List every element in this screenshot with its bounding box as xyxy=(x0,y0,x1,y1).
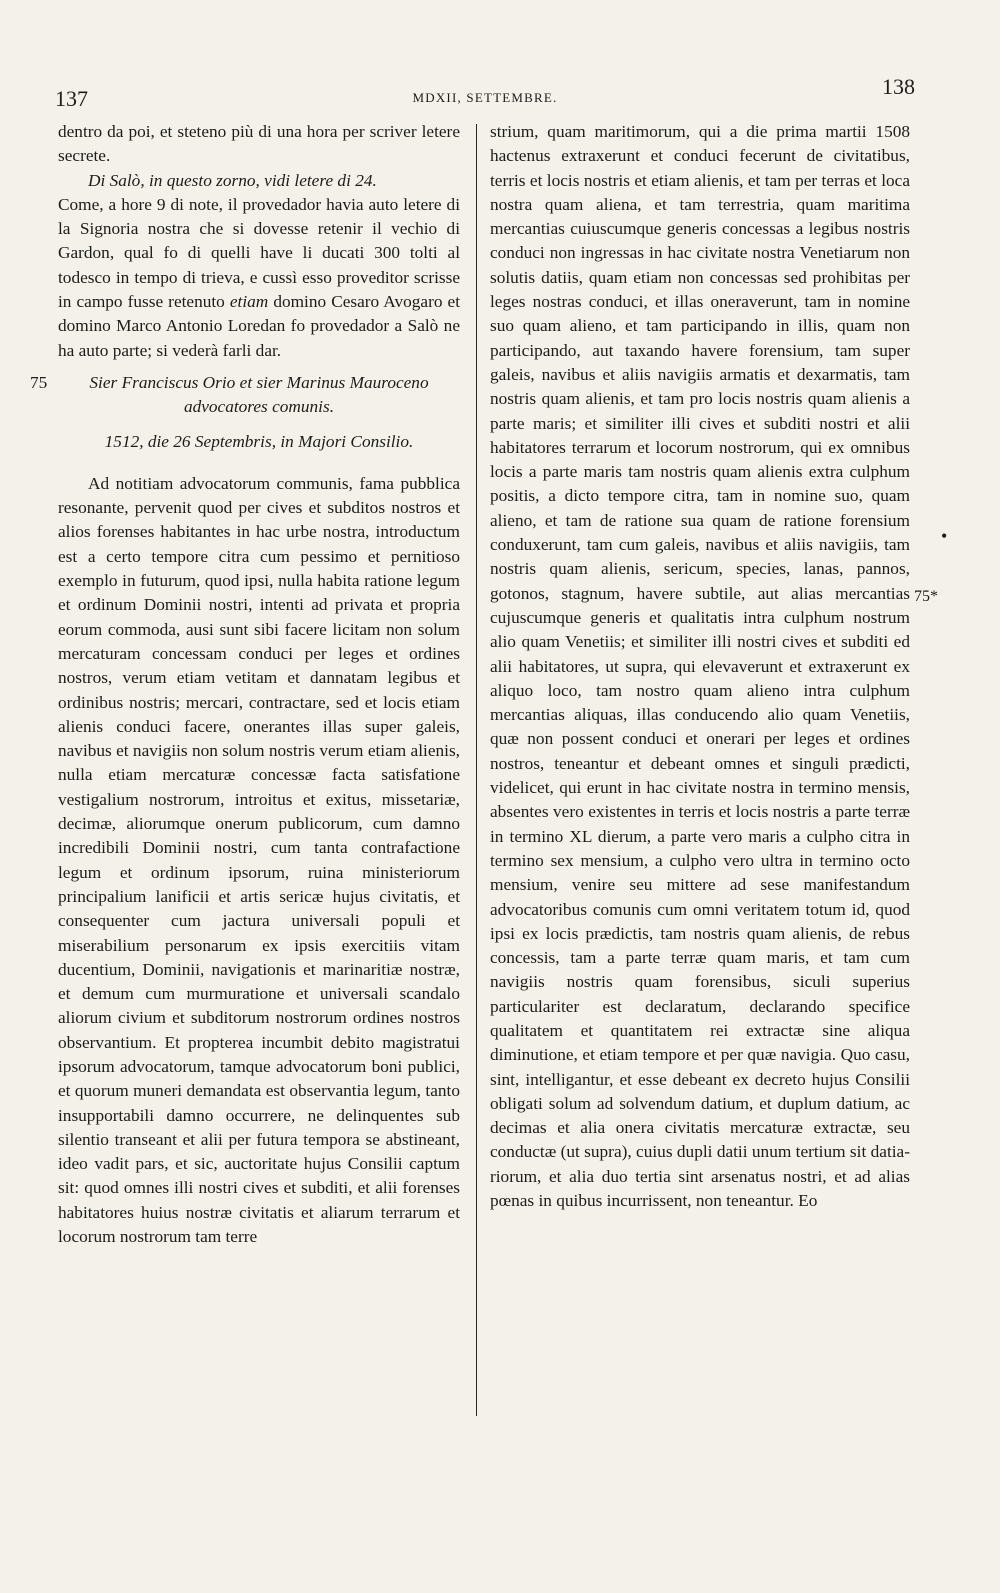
letter-text-b: domino Cesaro Avogaro et domino Marco Antonio Loredan fo provedador a Salò ne ha auto parte; si vederà farli dar. xyxy=(58,292,460,360)
letter-text-em: etiam xyxy=(229,292,269,312)
right-column xyxy=(490,120,910,1213)
paragraph-salo: Di Salò, in questo zorno, vidi letere di 24. xyxy=(88,170,377,190)
right-page-number: 138 xyxy=(882,74,915,99)
paragraph-intro: dentro da poi, et steteno più di una hora per scriver letere secrete. xyxy=(58,122,460,166)
paragraph-continuation: strium, quam maritimorum, qui a die prima martii 1508 hactenus extraxerunt et conduci fecerunt de civitatibus, terris et locis nostris et etiam alienis, et tam per terras et loca nostra quam aliena, et tam terrestria, quam maritima mercantias cuiuscumque generis concessas a legibus nostris conduci non ingressas in hac civitate nostra Venetiarum non solutis datiis, quam etiam non concessas sed prohibitas per leges nostras conduci, et illas oneraverunt, tam in nomine suo quam alieno, et tam participando in illis, quam non participando, aut taxando havere forensium, tam super galeis, navibus et aliis navigiis armatis et dexarmatis, tam nostris quam alienis, et tam pro locis nostris quam alienis a parte maris; et similiter illi cives et subditi nostri et alii habitatores terrarum et locorum nostrorum, qui ex omnibus locis a parte maris tam nostris quam alienis extra culphum positis, a dicto tempore citra, tam in nomine suo, quam alieno, et tam de ratione sua quam de ratione forensium conduxerunt, tam cum galeis, navibus et aliis navigiis, tam nostris quam alienis, sericum, species, lanas, pannos, gotonos, stagnum, havere subtile, aut alias mercantias cujuscumque generis et qualitatis intra culphum nostrum alio quam Venetiis; et similiter illi nostri cives et subditi ed alii habitatores, ut supra, qui elevaverunt et extraxerunt ex aliquo loco, tam nostro quam alieno intra culphum mercantias aliquas, illas conducendo alio quam Venetiis, quæ non possent conduci et onerari per leges et ordines nostros, teneantur et debeant omnes et singuli prædicti, videlicet, qui erunt in hac civitate nostra in termino mensis, absentes vero existentes in terris et locis nostris a parte terræ in termino XL dierum, a parte vero maris a culpho citra in termino sex mensium, a culpho vero ultra in termino octo mensium, venire seu mittere ad sese manifestandum advocatoribus comunis cum omni veritatem totum id, quod ipsi ex locis prædictis, tam nostris quam alienis, de rebus concessis, tam a parte terræ quam maris, et tam cum navigiis nostris quam forensibus, siculi superius particulariter est declaratum, declarando specifice qualitatem et quantitatem rei extractæ sine aliqua diminutione, et etiam tempore et per quæ navigia. Quo casu, sint, intelligantur, et esse debeant ex decreto hujus Consilii obligati solum ad solvendum datium, et duplum datium, ac decimas et alia onera civitatis mercaturæ extractæ, seu conductæ (ut supra), cuius dupli datii unum tertium sit datiariorum, et alia duo tertia sint arsenatus nostri, et ad alias pœnas in quibus incurrissent, non teneantur. Eo xyxy=(490,122,910,1211)
paragraph-letter xyxy=(58,193,460,363)
column-divider xyxy=(476,124,477,1416)
right-margin-number: 75* xyxy=(914,588,938,605)
running-title: MDXII, SETTEMBRE. xyxy=(412,90,558,105)
left-column xyxy=(30,120,460,1249)
paragraph-decree: Ad notitiam advocatorum communis, fama pubblica resonante, pervenit quod per cives et subditos nostros et alios forenses habitantes in hac urbe nostra, introductum est a certo tempore citra cum pessimo et pernitioso exemplo in futurum, quod ipsi, nulla habita ratione legum et ordinum Dominii nostri, intenti ad privata et propria eorum commoda, ausi sunt sibi facere licitam non solum mercaturam concessam conduci per leges et ordines nostros, verum etiam vetitam et dannatam legibus et ordinibus nostris; mercari, contractare, sed et locis etiam alienis conduci facere, onerantes illas super galeis, navibus et navigiis non solum nostris verum etiam alienis, nulla etiam mercaturæ concessæ facta satisfatione vestigalium nostrorum, introitus et exitus, missetariæ, decimæ, aliorumque onerum publicorum, cum damno incredibili Dominii nostri, cum tanta contrafactione legum et ordinum ipsorum, ruina ministeriorum principalium lanificii et artis sericæ hujus civitatis, et consequenter cum jactura universali populi et miserabilium personarum ex ipsis exercitiis vitam ducentium, Dominii, navigationis et marinaritiæ nostræ, et demum cum murmuratione et universali scandalo aliorum civium et subditorum nostrorum ordines nostros observantium. Et propterea incumbit debito magistratui ipsorum advocatorum, tamque advocatorum boni publici, et quorum muneri demandata est observantia legum, tanto insupportabili damno occurrere, ne delinquentes sub silentio transeant et alii per futura tempora se abstineant, ideo vadit pars, et sic, auctoritate hujus Consilii captum sit: quod omnes illi nostri cives et subditi, et alii forenses habitatores huius nostræ civitatis et aliarum terrarum et locorum nostrorum tam terre xyxy=(58,473,460,1247)
dateline: 1512, die 26 Septembris, in Majori Consilio. xyxy=(104,431,414,451)
heading-text: Sier Franciscus Orio et sier Marinus Mauroceno advocatores comunis. xyxy=(89,372,429,417)
heading-margin-number: 75 xyxy=(30,372,48,392)
margin-dot: • xyxy=(941,526,948,546)
page-header xyxy=(55,74,915,116)
section-heading xyxy=(30,371,460,420)
left-page-number: 137 xyxy=(55,86,88,111)
letter-text-a: Come, a hore 9 di note, il provedador havia auto letere di la Signoria nostra che si dovesse retenir il vechio di Gardon, qual fo di quelli have li ducati 300 tolti al todesco in tempo di trieva, e cussì esso proveditor scrisse in campo fusse retenuto xyxy=(58,194,460,312)
